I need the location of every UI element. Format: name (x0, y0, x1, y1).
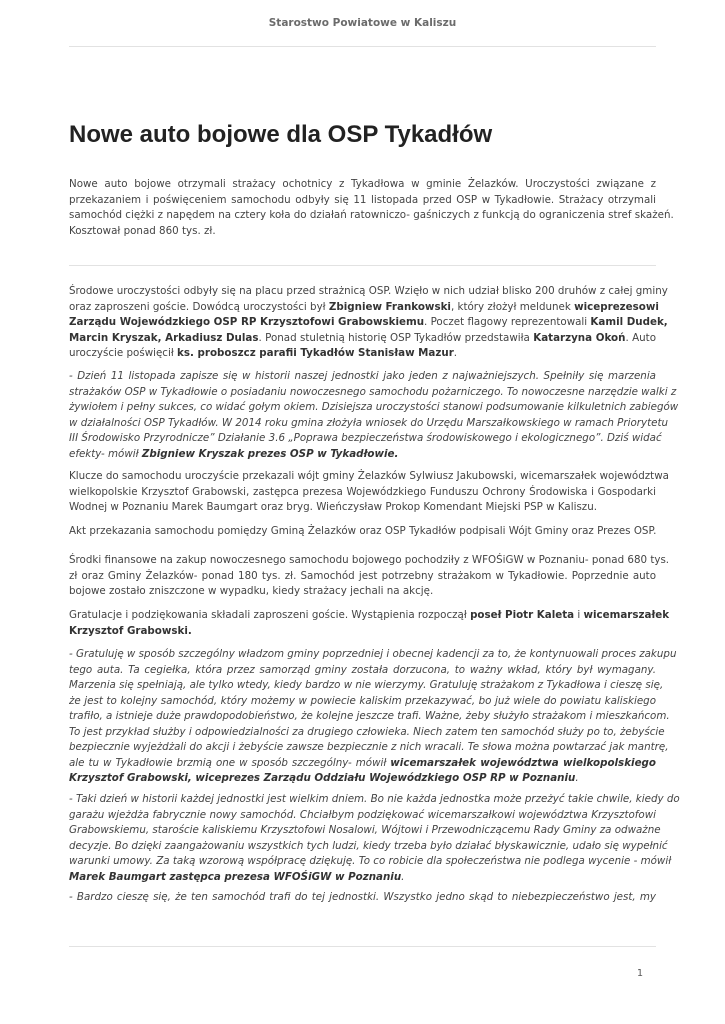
intro-line: samochód ciężki z napędem na cztery koła do działań ratowniczo- gaśniczych z funkcją do ograniczenia stref skażeń. (69, 209, 674, 221)
quote-paragraph-continued (69, 890, 656, 906)
text-line: w działalności OSP Tykadłów. W 2014 roku gmina złożyła wniosek do Urzędu Marszałkowskiego w ramach Priorytetu (69, 416, 669, 429)
text-line: żywiołem i pełny sukces, co widać gołym okiem. Dzisiejsza uroczystości stanowi podsumowanie kilkuletnich zabiegów (69, 401, 679, 413)
text-line: bezpiecznie wyjeżdżali do akcji i żebyście zawsze bezpiecznie z nich wracali. Te słowa można powtarzać jak mantrę, (69, 741, 669, 753)
body-paragraph-1 (69, 284, 668, 362)
text-line: wielkopolskie Krzysztof Grabowski, zastępca prezesa Wojewódzkiego Funduszu Ochrony Środowiska i Gospodarki (69, 485, 656, 498)
text-line: To jest przykład służby i odpowiedzialności za drugiego człowieka. Niech zatem ten samochód służy po to, żebyście (69, 725, 665, 738)
text-line: garażu wjeżdża fabrycznie nowy samochód. Chciałbym podziękować wicemarszałkowi województwa Krzysztofowi (69, 808, 656, 821)
text-line: - Gratuluję w sposób szczególny władzom gminy poprzedniej i obecnej kadencji za to, że kontynuowali proces zakupu (69, 648, 677, 660)
footer-divider (69, 946, 656, 947)
section-divider (69, 265, 656, 266)
text-line: Marzenia się spełniają, ale tylko wtedy, kiedy bardzo w nie wierzymy. Gratuluję strażakom z Tykadłowa i cieszę się, (69, 679, 664, 691)
text-line: Środki finansowe na zakup nowoczesnego samochodu bojowego pochodziły z WFOŚiGW w Poznaniu- ponad 680 tys. (69, 554, 670, 566)
text-line: Krzysztof Grabowski. (69, 624, 192, 637)
body-paragraph-funding (69, 553, 670, 600)
article-title: Nowe auto bojowe dla OSP Tykadłów (69, 121, 493, 148)
text-line: Zarządu Wojewódzkiego OSP RP Krzysztofowi Grabowskiemu. Poczet flagowy reprezentowali Kamil Dudek, (69, 316, 668, 328)
body-paragraph-agreement (69, 524, 656, 540)
text-line: trafiło, a istnieje duże prawdopodobieństwo, że kolejne jeszcze trafi. Ważne, żeby służyło strażakom i mieszkańcom. (69, 710, 670, 722)
intro-paragraph (69, 177, 674, 239)
text-line: III Środowisko Przyrodnicze” Działanie 3.6 „Poprawa bezpieczeństwa środowiskowego i ekologicznego”. Dziś widać (69, 432, 662, 444)
text-line: - Bardzo cieszę się, że ten samochód trafi do tej jednostki. Wszystko jedno skąd to niebezpieczeństwo jest, my (69, 891, 656, 903)
page-number: 1 (637, 968, 644, 979)
text-line: zł oraz Gminy Żelazków- ponad 180 tys. zł. Samochód jest potrzebny strażakom w Tykadłowie. Poprzednie auto (69, 569, 656, 582)
text-line: tego auta. Ta cegiełka, która przez samorząd gminy została dorzucona, to ważny wkład, który był wymagany. (69, 663, 656, 676)
body-paragraph-keys (69, 469, 669, 516)
text-line: Środowe uroczystości odbyły się na placu przed strażnicą OSP. Wzięło w nich udział blisko 200 druhów z całej gminy (69, 285, 668, 297)
text-line: uroczyście poświęcił ks. proboszcz parafii Tykadłów Stanisław Mazur. (69, 347, 458, 359)
text-line: ale tu w Tykadłowie brzmią one w sposób szczególny- mówił wicemarszałek województwa wielkopolskiego (69, 756, 656, 769)
quote-paragraph-grabowski (69, 647, 677, 787)
text-line: Akt przekazania samochodu pomiędzy Gminą Żelazków oraz OSP Tykadłów podpisali Wójt Gminy oraz Prezes OSP. (69, 525, 657, 537)
intro-line: Kosztował ponad 860 tys. zł. (69, 224, 216, 237)
text-line: Wodnej w Poznaniu Marek Baumgart oraz bryg. Wieńczysław Prokop Komendant Miejski PSP w Kaliszu. (69, 501, 598, 513)
text-line: - Taki dzień w historii każdej jednostki jest wielkim dniem. Bo nie każda jednostka może przeżyć takie chwile, kiedy do (69, 793, 680, 805)
document-header: Starostwo Powiatowe w Kaliszu (268, 17, 457, 29)
intro-line: Nowe auto bojowe otrzymali strażacy ochotnicy z Tykadłowa w gminie Żelazków. Uroczystości związane z (69, 178, 656, 190)
header-divider (69, 46, 656, 47)
text-line: Marcin Kryszak, Arkadiusz Dulas. Ponad stuletnią historię OSP Tykadłów przedstawiła Katarzyna Okoń. Auto (69, 331, 656, 344)
text-line: warunki umowy. Za taką wzorową współpracę dziękuję. To co robicie dla społeczeństwa nie podlega wycenie - mówił (69, 855, 672, 867)
text-line: decyzje. Bo dzięki zaangażowaniu wszystkich tych ludzi, kiedy trzeba było działać błyskawicznie, udało się wypełnić (69, 839, 668, 852)
intro-line: przekazaniem i poświęceniem samochodu odbyły się 11 listopada przed OSP w Tykadłowie. Strażacy otrzymali (69, 193, 656, 206)
text-line: bojowe zostało zniszczone w wypadku, kiedy strażacy jechali na akcję. (69, 585, 434, 597)
text-line: Marek Baumgart zastępca prezesa WFOŚiGW w Poznaniu. (69, 870, 405, 883)
text-line: Krzysztof Grabowski, wiceprezes Zarządu Oddziału Wojewódzkiego OSP RP w Poznaniu. (69, 772, 579, 784)
body-paragraph-speeches (69, 608, 670, 639)
text-line: oraz zaproszeni goście. Dowódcą uroczystości był Zbigniew Frankowski, który złożył meldunek wiceprezesowi (69, 300, 659, 313)
text-line: strażaków OSP w Tykadłowie o posiadaniu nowoczesnego samochodu pożarniczego. To nowoczesne narzędzie walki z (69, 385, 677, 398)
text-line: że jest to kolejny samochód, który możemy w powiecie kaliskim przekazywać, bo już wiele do powiatu kaliskiego (69, 694, 656, 707)
quote-paragraph-kryszak (69, 369, 679, 462)
text-line: efekty- mówił Zbigniew Kryszak prezes OSP w Tykadłowie. (69, 447, 399, 460)
text-line: - Dzień 11 listopada zapisze się w historii naszej jednostki jako jeden z najważniejszych. Spełniły się marzenia (69, 370, 656, 382)
quote-paragraph-baumgart (69, 792, 680, 885)
text-line: Grabowskiemu, staroście kaliskiemu Krzysztofowi Nosalowi, Wójtowi i Przewodniczącemu Rady Gminy za odważne (69, 824, 661, 836)
text-line: Klucze do samochodu uroczyście przekazali wójt gminy Żelazków Sylwiusz Jakubowski, wicemarszałek województwa (69, 470, 669, 482)
text-line: Gratulacje i podziękowania składali zaproszeni goście. Wystąpienia rozpoczął poseł Piotr Kaleta i wicemarszałek (69, 609, 670, 621)
